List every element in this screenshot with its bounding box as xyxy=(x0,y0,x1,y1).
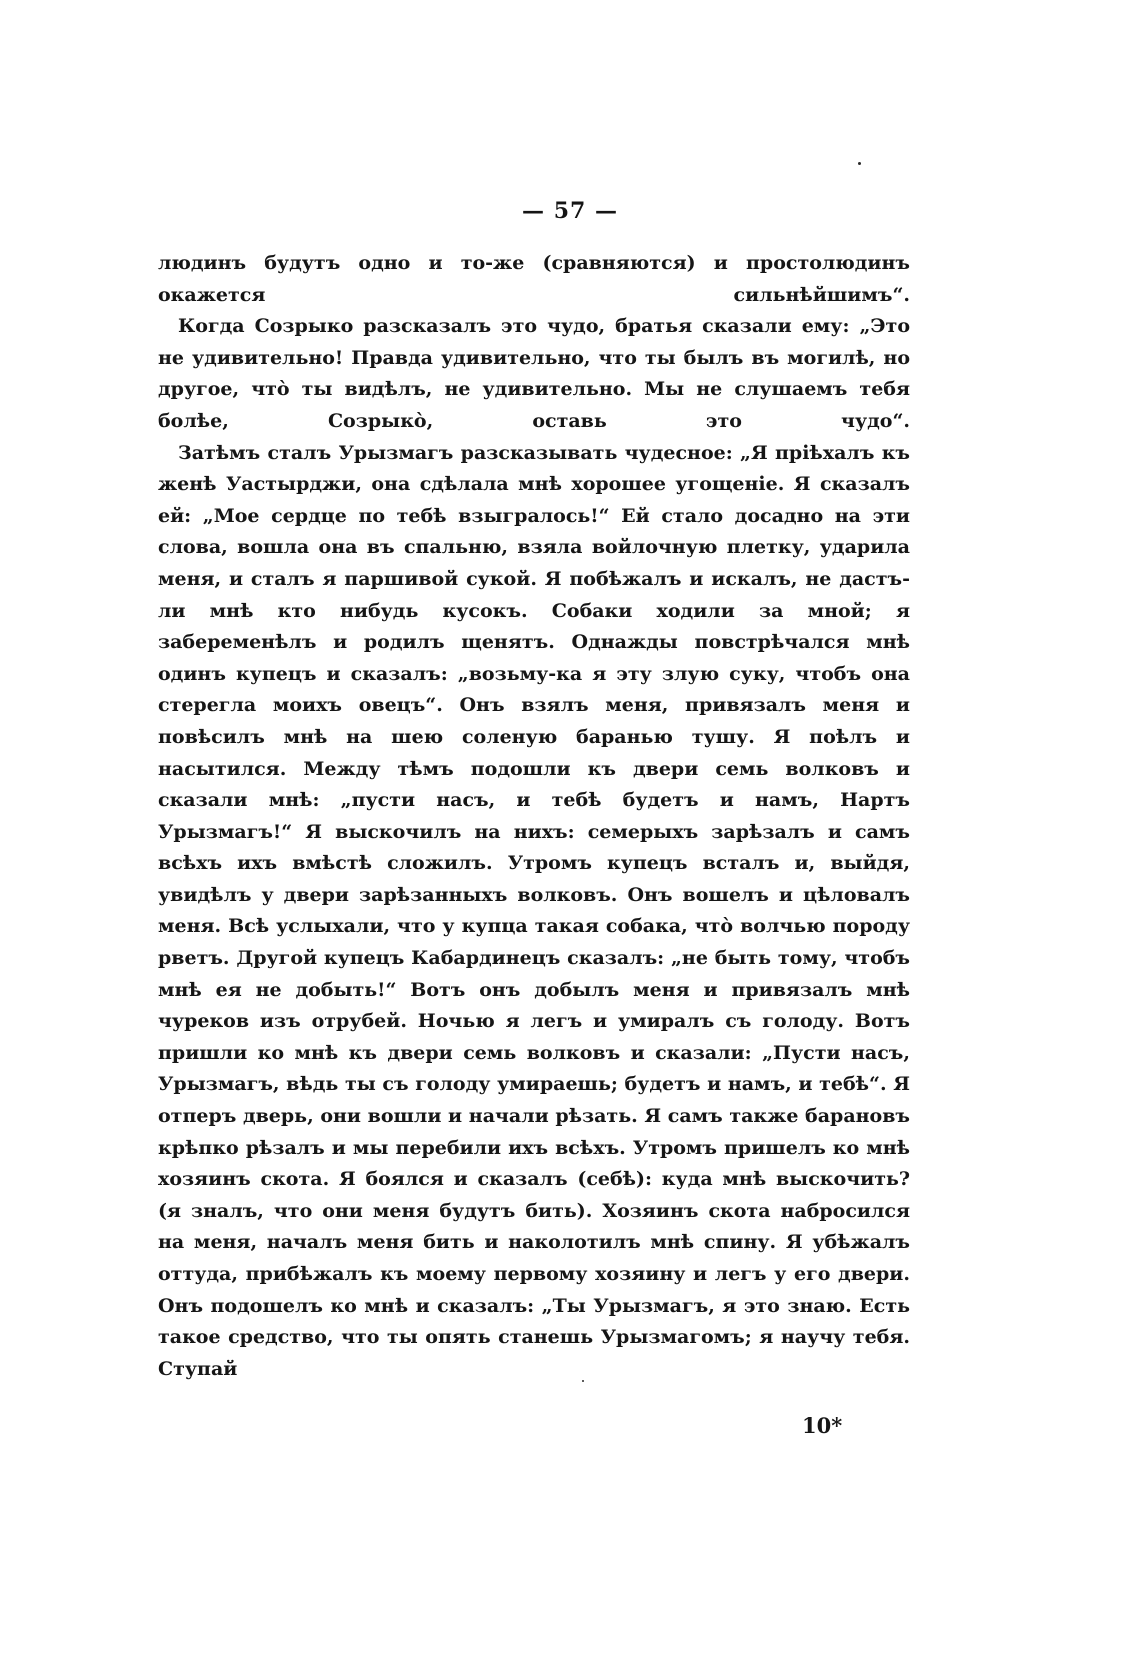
ink-speck xyxy=(582,1380,584,1382)
paragraph-2: Когда Созрыко разсказалъ это чудо, братья сказали ему: „Это не удивительно! Правда удивительно, что ты былъ въ могилѣ, но другое, что̀ ты видѣлъ, не удивительно. Мы не слушаемъ тебя болѣе, Созрыко̀, оставь это чудо“. xyxy=(158,315,910,432)
ink-speck xyxy=(858,162,861,165)
paragraph-3: Затѣмъ сталъ Урызмагъ разсказывать чудесное: „Я пріѣхалъ къ женѣ Уастырджи, она сдѣлала мнѣ хорошее угощеніе. Я сказалъ ей: „Мое сердце по тебѣ взыгралось!“ Ей стало досадно на эти слова, вошла она въ спальню, взяла войлочную плетку, ударила меня, и сталъ я паршивой сукой. Я побѣжалъ и искалъ, не дастъ-ли мнѣ кто нибудь кусокъ. Собаки ходили за мной; я забеременѣлъ и родилъ щенятъ. Однажды повстрѣчался мнѣ одинъ купецъ и сказалъ: „возьму-ка я эту злую суку, чтобъ она стерегла моихъ овецъ“. Онъ взялъ меня, привязалъ меня и повѣсилъ мнѣ на шею соленую баранью тушу. Я поѣлъ и насытился. Между тѣмъ подошли къ двери семь волковъ и сказали мнѣ: „пусти насъ, и тебѣ будетъ и намъ, Нартъ Урызмагъ!“ Я выскочилъ на нихъ: семерыхъ зарѣзалъ и самъ всѣхъ ихъ вмѣстѣ сложилъ. Утромъ купецъ всталъ и, выйдя, увидѣлъ у двери зарѣзанныхъ волковъ. Онъ вошелъ и цѣловалъ меня. Всѣ услыхали, что у купца такая собака, что̀ волчью породу рветъ. Другой купецъ Кабардинецъ сказалъ: „не быть тому, чтобъ мнѣ ея не добыть!“ Вотъ онъ добылъ меня и привязалъ мнѣ чуреков изъ отрубей. Ночью я легъ и умиралъ съ голоду. Вотъ пришли ко мнѣ къ двери семь волковъ и сказали: „Пусти насъ, Урызмагъ, вѣдь ты съ голоду умираешь; будетъ и намъ, и тебѣ“. Я отперъ дверь, они вошли и начали рѣзать. Я самъ также барановъ крѣпко рѣзалъ и мы перебили ихъ всѣхъ. Утромъ пришелъ ко мнѣ хозяинъ скота. Я боялся и сказалъ (себѣ): куда мнѣ выскочить? (я зналъ, что они меня будутъ бить). Хозяинъ скота набросился на меня, началъ меня бить и наколотилъ мнѣ спину. Я убѣжалъ оттуда, прибѣжалъ къ моему первому хозяину и легъ у его двери. Онъ подошелъ ко мнѣ и сказалъ: „Ты Урызмагъ, я это знаю. Есть такое средство, что ты опять станешь Урызмагомъ; я научу тебя. Ступай xyxy=(158,441,910,1380)
body-text xyxy=(158,248,910,1385)
page-number-header: — 57 — xyxy=(522,198,618,224)
signature-mark: 10* xyxy=(802,1413,843,1438)
paragraph-1: людинъ будутъ одно и то-же (сравняются) и простолюдинъ окажется сильнѣйшимъ“. xyxy=(158,252,910,306)
